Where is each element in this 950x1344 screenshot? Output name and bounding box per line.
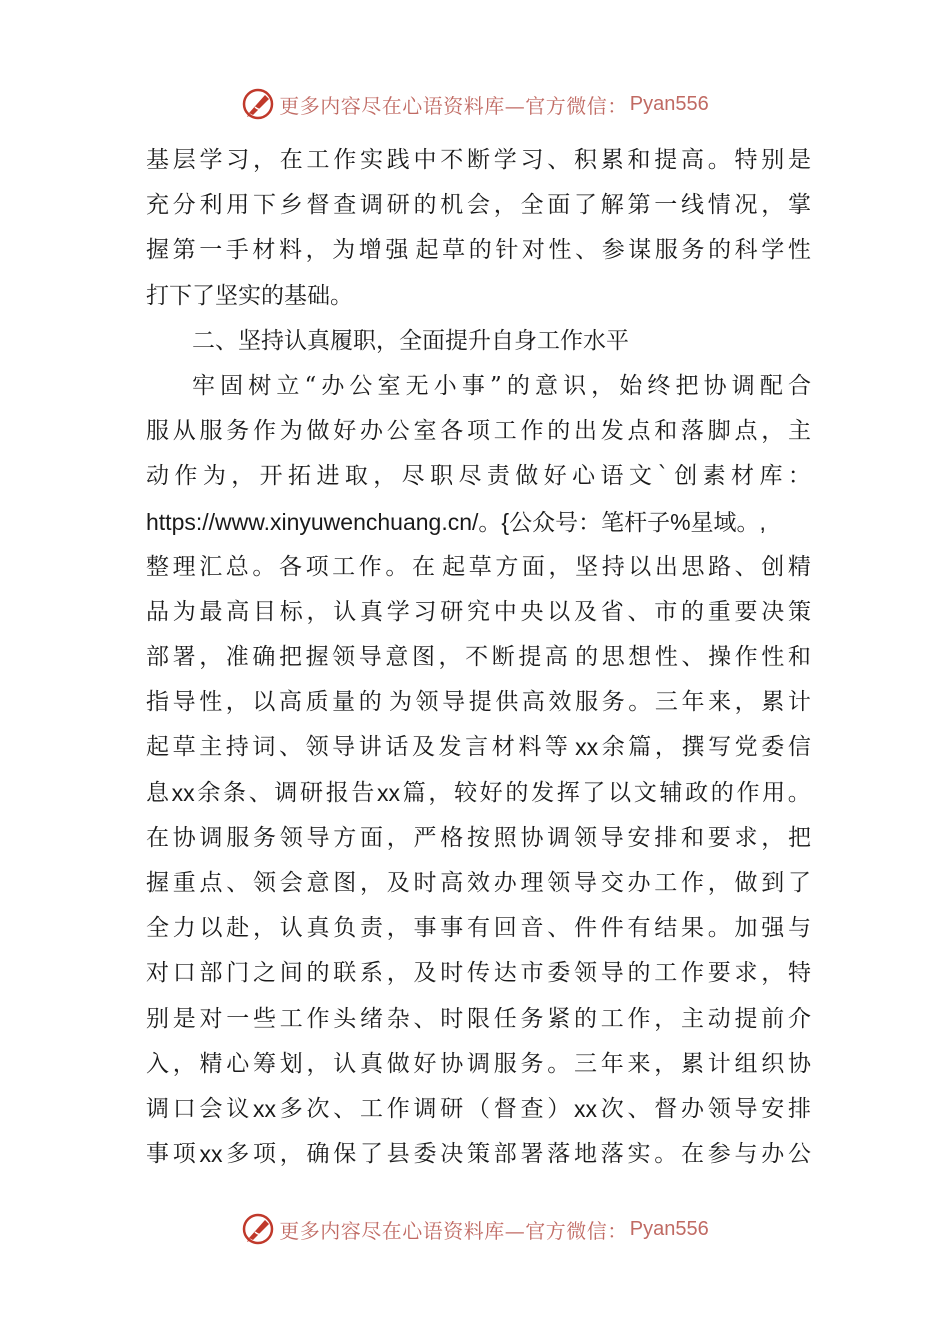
watermark-wechat-id: Pyan556 [629, 1217, 709, 1240]
text-line: 在 协 调 服 务 领 导 方 面 ， 严 格 按 照 协 调 领 导 安 排 和 要 求 ， 把 [146, 824, 811, 851]
text-line: 入 ， 精 心 筹 划 ， 认 真 做 好 协 调 服 务 。 三 年 来 ， 累 计 组 织 协 [146, 1050, 811, 1077]
text-line: 别 是 对 一 些 工 作 头 绪 杂 、 时 限 任 务 紧 的 工 作 ， 主 动 提 前 介 [146, 1005, 811, 1032]
watermark-text: 更多内容尽在心语资料库—官方微信： [279, 93, 628, 118]
text-line: 打下了坚实的基础。 [146, 282, 353, 309]
watermark-wechat-id: Pyan556 [629, 92, 709, 115]
text-line: 握 重 点 、 领 会 意 图 ， 及 时 高 效 办 理 领 导 交 办 工 作 ， 做 到 了 [146, 870, 811, 896]
text-line: 对 口 部 门 之 间 的 联 系 ， 及 时 传 达 市 委 领 导 的 工 作 要 求 ， 特 [146, 960, 811, 987]
text-line: 牢 固 树 立 “ 办 公 室 无 小 事 ” 的 意 识 ， 始 终 把 协 调 配 合 [192, 372, 811, 399]
text-line: 二、坚持认真履职，全面提升自身工作水平 [192, 327, 629, 354]
text-line: 整 理 汇 总 。 各 项 工 作 。 在 起 草 方 面 ， 坚 持 以 出 思 路 、 创 精 [146, 553, 811, 580]
pen-logo-icon [241, 87, 275, 121]
pen-logo-icon [241, 1212, 275, 1246]
text-line: 动 作 为 ， 开 拓 进 取 ， 尽 职 尽 责 做 好 心 语 文 ` 创 素 材 库 ： [146, 463, 811, 490]
text-line: 事 项 xx 多 项 ， 确 保 了 县 委 决 策 部 署 落 地 落 实 。 在 参 与 办 公 [146, 1141, 811, 1168]
text-line: 充 分 利 用 下 乡 督 查 调 研 的 机 会 ， 全 面 了 解 第 一 线 情 况 ， 掌 [146, 192, 811, 219]
text-line: 全 力 以 赴 ， 认 真 负 责 ， 事 事 有 回 音 、 件 件 有 结 果 。 加 强 与 [146, 915, 811, 942]
document-body [146, 138, 811, 1177]
text-line: 指 导 性 ， 以 高 质 量 的 为 领 导 提 供 高 效 服 务 。 三 年 来 ， 累 计 [146, 689, 811, 716]
text-line: 息 xx 余 条 、 调 研 报 告 xx 篇 ， 较 好 的 发 挥 了 以 文 辅 政 的 作 用 。 [146, 779, 811, 806]
watermark-text: 更多内容尽在心语资料库—官方微信： [279, 1218, 628, 1243]
text-line: 调 口 会 议 xx 多 次 、 工 作 调 研 （ 督 查 ） xx 次 、 督 办 领 导 安 排 [146, 1095, 811, 1122]
text-line: https://www.xinyuwenchuang.cn/。{公众号：笔杆子%星域。, [146, 508, 766, 535]
text-line: 握 第 一 手 材 料 ， 为 增 强 起 草 的 针 对 性 、 参 谋 服 务 的 科 学 性 [146, 237, 811, 264]
text-line: 基 层 学 习 ， 在 工 作 实 践 中 不 断 学 习 、 积 累 和 提 高 。 特 别 是 [146, 147, 811, 173]
text-line: 部 署 ， 准 确 把 握 领 导 意 图 ， 不 断 提 高 的 思 想 性 、 操 作 性 和 [146, 644, 811, 671]
watermark-banner-bottom [0, 1209, 950, 1249]
watermark-banner-top [0, 84, 950, 124]
text-line: 品 为 最 高 目 标 ， 认 真 学 习 研 究 中 央 以 及 省 、 市 的 重 要 决 策 [146, 598, 811, 625]
text-line: 起 草 主 持 词 、 领 导 讲 话 及 发 言 材 料 等 xx 余 篇 ， 撰 写 党 委 信 [146, 734, 811, 761]
text-line: 服 从 服 务 作 为 做 好 办 公 室 各 项 工 作 的 出 发 点 和 落 脚 点 ， 主 [146, 418, 811, 445]
